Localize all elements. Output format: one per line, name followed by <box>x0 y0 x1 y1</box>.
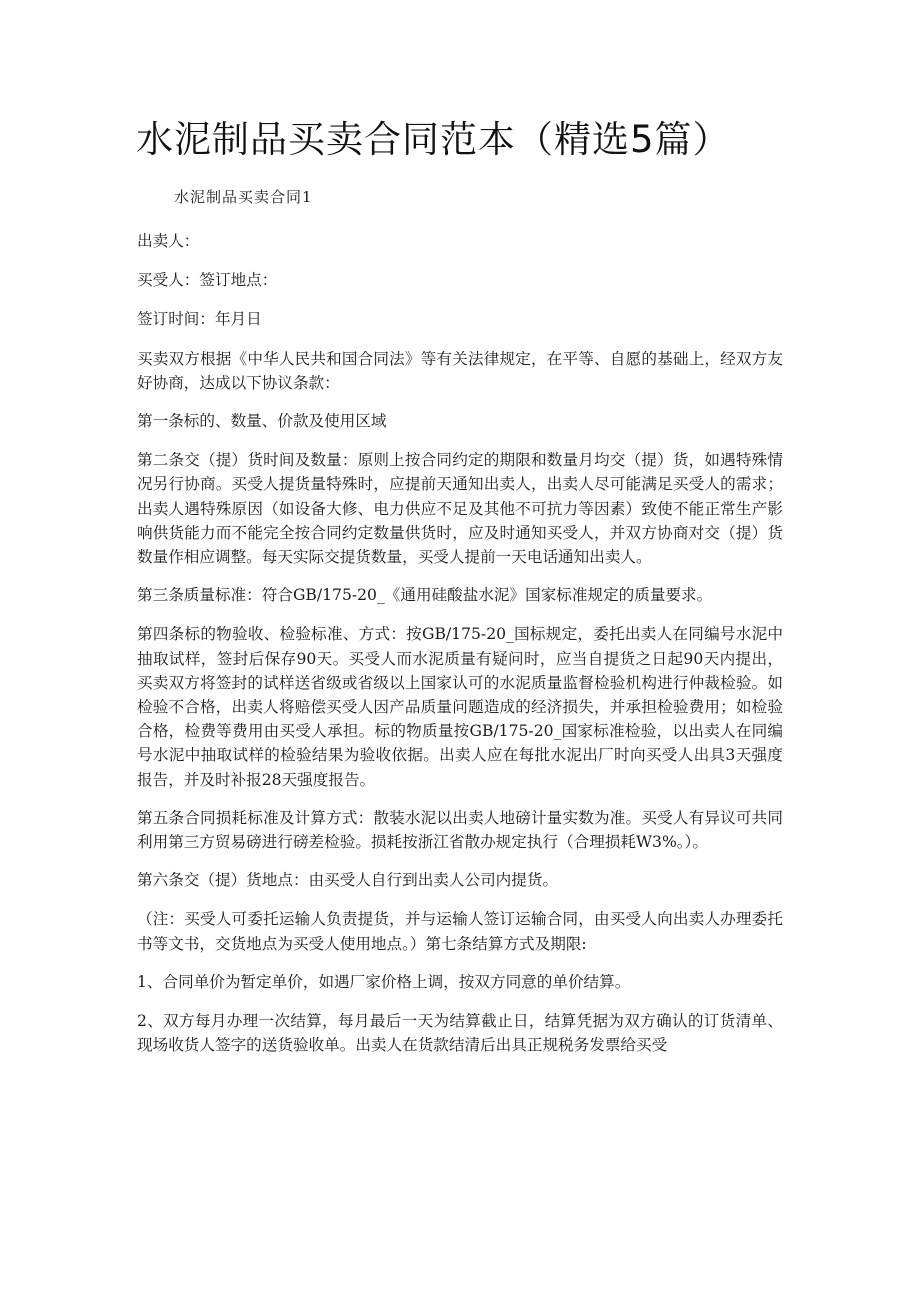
paragraph-article-6: 第六条交（提）货地点：由买受人自行到出卖人公司内提货。 <box>137 871 559 890</box>
paragraph-article-1: 第一条标的、数量、价款及使用区域 <box>137 412 387 431</box>
document-subtitle: 水泥制品买卖合同1 <box>174 188 313 206</box>
paragraph-sign-date: 签订时间：年月日 <box>137 310 262 329</box>
paragraph-item-2: 2、双方每月办理一次结算，每月最后一天为结算截止日，结算凭据为双方确认的订货清单、现场收货人签字的送货验收单。出卖人在货款结清后出具正规税务发票给买受 <box>137 1012 783 1055</box>
paragraph-preamble: 买卖双方根据《中华人民共和国合同法》等有关法律规定，在平等、自愿的基础上，经双方友好协商，达成以下协议条款： <box>137 349 783 392</box>
paragraph-item-1: 1、合同单价为暂定单价，如遇厂家价格上调，按双方同意的单价结算。 <box>137 972 631 991</box>
paragraph-article-3: 第三条质量标准：符合GB/175-20_《通用硅酸盐水泥》国家标准规定的质量要求。 <box>137 586 713 605</box>
paragraph-seller: 出卖人： <box>137 232 200 250</box>
document-title: 水泥制品买卖合同范本（精选5篇） <box>136 118 731 161</box>
paragraph-article-5: 第五条合同损耗标准及计算方式：散装水泥以出卖人地磅计量实数为准。买受人有异议可共同利用第三方贸易磅进行磅差检验。损耗按浙江省散办规定执行（合理损耗W3%。）。 <box>137 808 783 852</box>
paragraph-buyer-location: 买受人：签订地点： <box>137 271 278 290</box>
paragraph-article-2: 第二条交（提）货时间及数量：原则上按合同约定的期限和数量月均交（提）货，如遇特殊情况另行协商。买受人提货量特殊时，应提前天通知出卖人，出卖人尽可能满足买受人的需求；出卖人遇特殊原因（如设备大修、电力供应不足及其他不可抗力等因素）致使不能正常生产影响供货能力而不能完全按合同约定数量供货时，应及时通知买受人，并双方协商对交（提）货数量作相应调整。每天实际交提货数量，买受人提前一天电话通知出卖人。 <box>137 451 783 567</box>
paragraph-note-article-7: （注：买受人可委托运输人负责提货，并与运输人签订运输合同，由买受人向出卖人办理委托书等文书，交货地点为买受人使用地点。）第七条结算方式及期限: <box>137 910 783 953</box>
document-body <box>137 229 783 1071</box>
paragraph-article-4: 第四条标的物验收、检验标准、方式：按GB/175-20_国标规定，委托出卖人在同编号水泥中抽取试样，签封后保存90天。买受人而水泥质量有疑问时，应当自提货之日起90天内提出，买卖双方将签封的试样送省级或省级以上国家认可的水泥质量监督检验机构进行仲裁检验。如检验不合格，出卖人将赔偿买受人因产品质量问题造成的经济损失，并承担检验费用；如检验合格，检费等费用由买受人承担。标的物质量按GB/175-20_国家标准检验，以出卖人在同编号水泥中抽取试样的检验结果为验收依据。出卖人应在每批水泥出厂时向买受人出具3天强度报告，并及时补报28天强度报告。 <box>137 625 783 789</box>
